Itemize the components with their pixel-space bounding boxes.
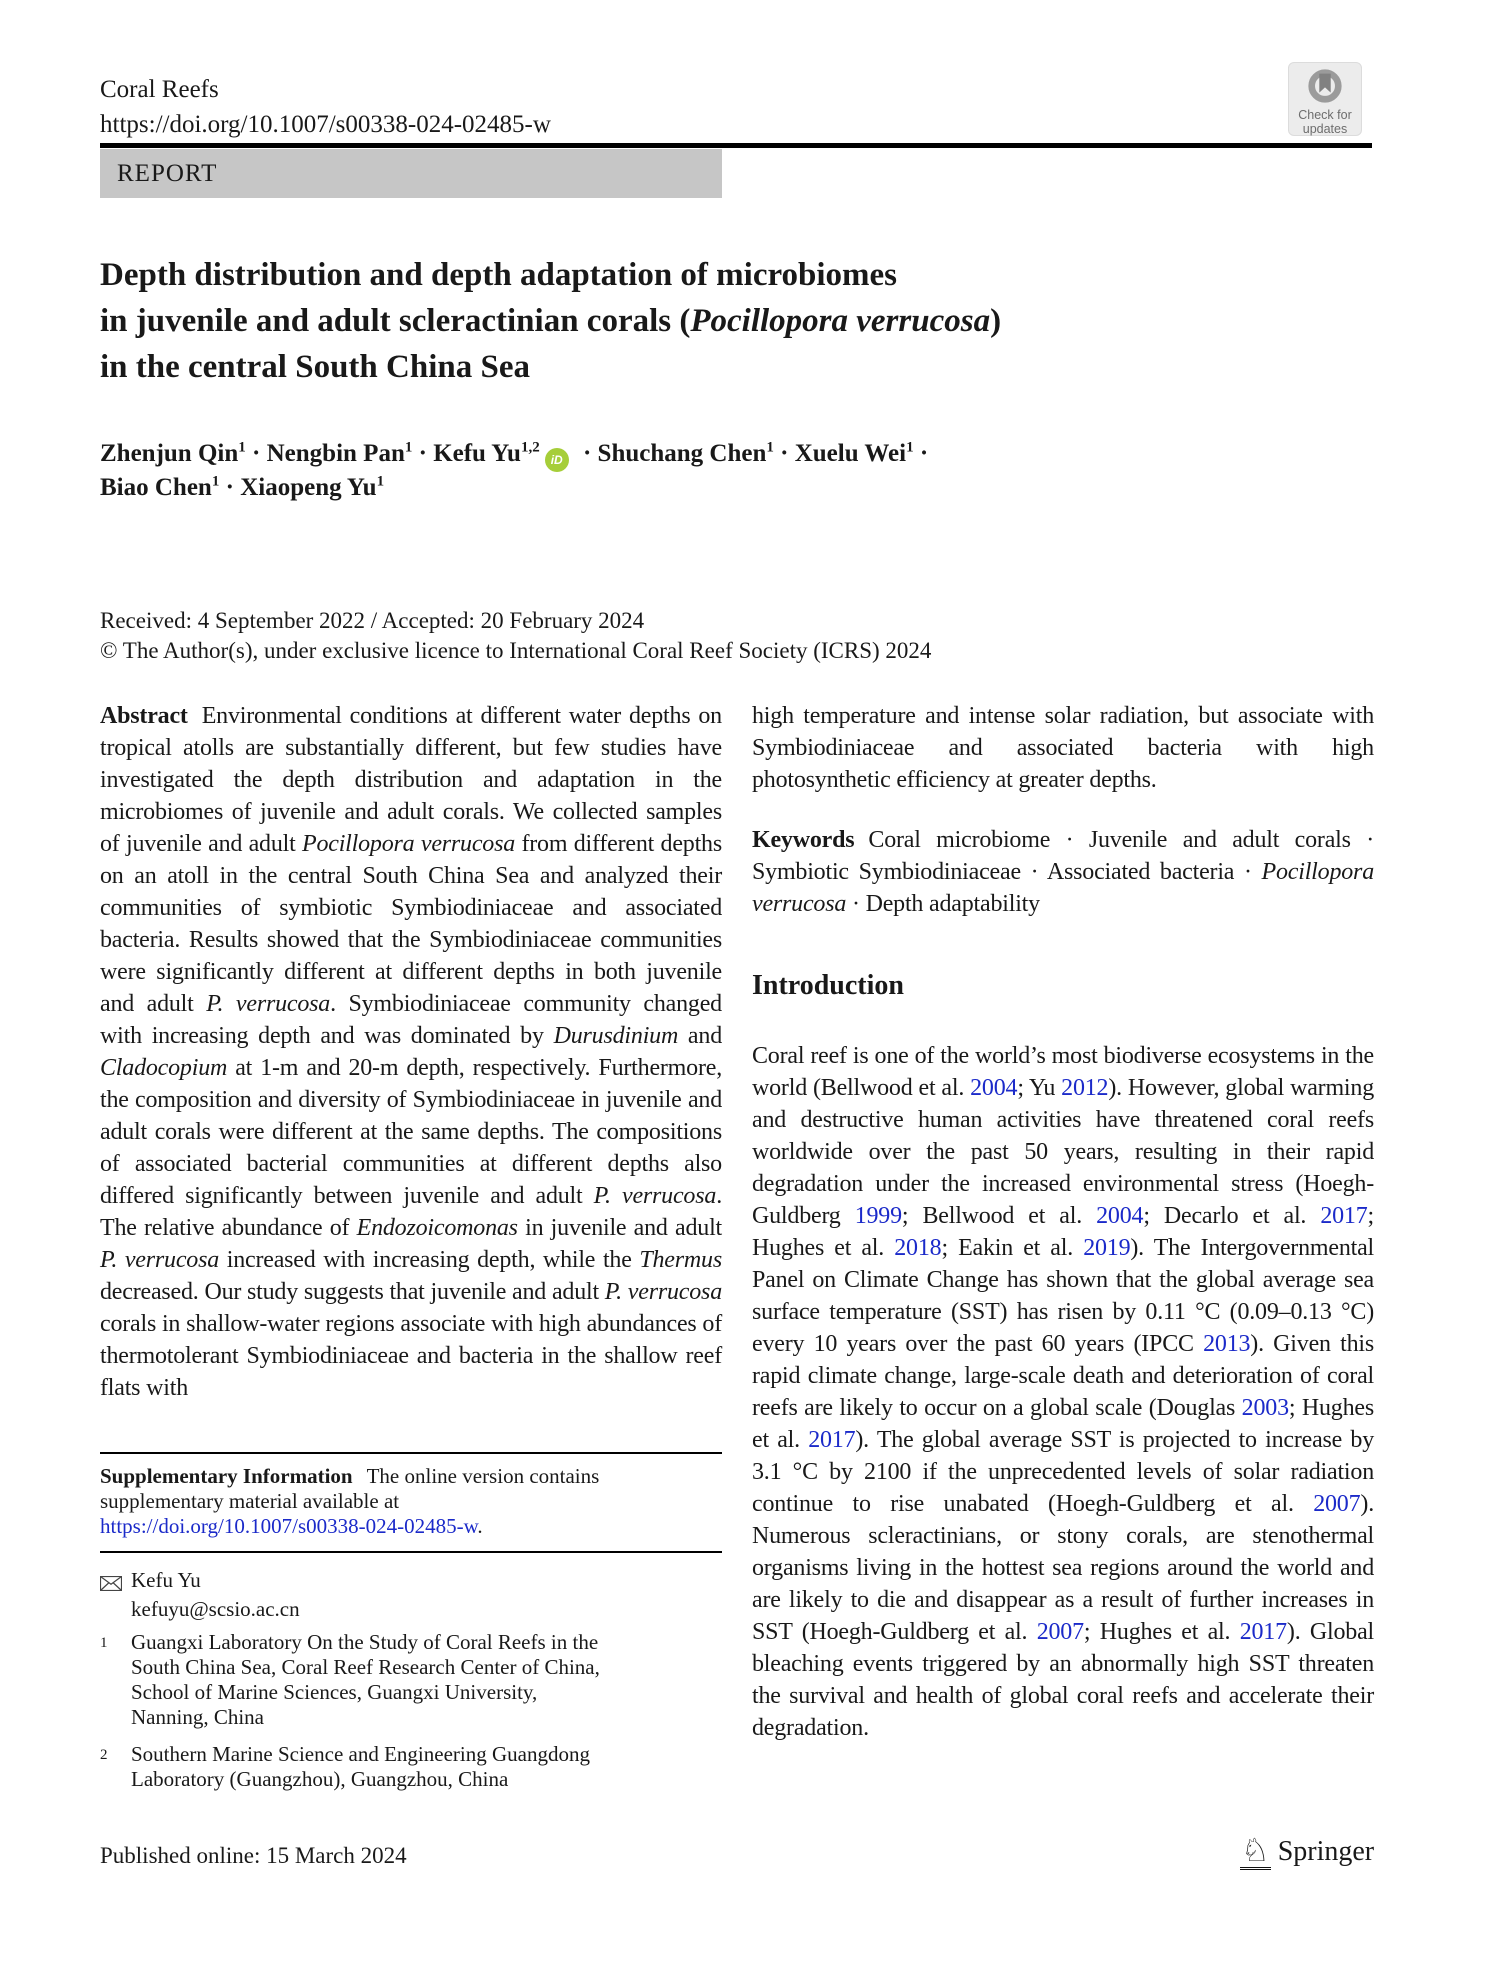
abstract-paragraph: [100, 700, 722, 1404]
header-rule: [100, 143, 1372, 148]
springer-label: Springer: [1277, 1836, 1375, 1867]
text-segment: Xuelu Wei: [794, 440, 907, 467]
orcid-icon[interactable]: iD: [545, 448, 569, 472]
affiliation-1-number: 1: [100, 1635, 108, 1651]
text-segment: Endozoicomonas: [356, 1215, 518, 1241]
email-icon: [100, 1568, 131, 1597]
text-segment: ; Hughes et al.: [752, 1203, 1374, 1261]
text-segment: in juvenile and adult scleractinian corals (: [100, 303, 691, 339]
text-segment: ·: [219, 474, 241, 501]
text-segment: in juvenile and adult: [517, 1215, 722, 1241]
abstract-continuation: [752, 700, 1374, 796]
link[interactable]: 2017: [1239, 1619, 1287, 1645]
check-for-updates-label-2: updates: [1302, 121, 1348, 136]
text-segment: decreased. Our study suggests that juvenile and adult: [100, 1279, 605, 1305]
text-segment: . Symbiodiniaceae community changed with increasing depth and was dominated by: [100, 991, 722, 1049]
text-segment: corals in shallow-water regions associate with high abundances of thermotolerant Symbiodiniaceae and bacteria in the shallow reef flats with: [100, 1311, 722, 1401]
link[interactable]: 2017: [1320, 1203, 1368, 1229]
affiliation-2: [100, 1742, 601, 1792]
text-segment: P. verrucosa: [604, 1279, 722, 1305]
text-segment: ; Bellwood et al.: [901, 1203, 1097, 1229]
doi-text: https://doi.org/10.1007/s00338-024-02485-w: [100, 111, 551, 138]
text-segment: 1: [238, 439, 246, 456]
text-segment: Zhenjun Qin: [100, 440, 239, 467]
dates-block: [100, 606, 1360, 666]
text-segment: 1: [906, 439, 914, 456]
text-segment: Pocillopora verrucosa: [752, 859, 1374, 917]
text-segment: 1: [766, 439, 774, 456]
text-segment: 1: [211, 473, 220, 490]
text-segment: 1,2: [520, 439, 540, 456]
text-segment: Cladocopium: [100, 1055, 228, 1081]
text-segment: 1: [376, 473, 385, 490]
keywords-paragraph: [752, 824, 1374, 920]
text-segment: Keywords: [752, 827, 855, 853]
link[interactable]: 2018: [894, 1235, 942, 1261]
check-for-updates-label-1: Check for: [1298, 108, 1352, 122]
text-segment: Coral reef is one of the world’s most biodiverse ecosystems in the world (Bellwood et al.: [752, 1043, 1374, 1101]
text-segment: ). Given this rapid climate change, large-scale death and deterioration of coral reefs are likely to occur on a global scale (Douglas: [752, 1331, 1374, 1421]
check-for-updates-badge[interactable]: [1288, 62, 1362, 136]
affiliation-1: [100, 1630, 601, 1730]
correspondence-name: Kefu Yu: [131, 1568, 201, 1592]
text-segment: in the central South China Sea: [100, 349, 530, 385]
received-accepted: Received: 4 September 2022 / Accepted: 20 February 2024: [100, 608, 645, 633]
text-segment: ·: [773, 440, 795, 467]
text-segment: increased with increasing depth, while the: [219, 1247, 640, 1273]
springer-logo: [1240, 1834, 1374, 1870]
text-segment: at 1-m and 20-m depth, respectively. Furthermore, the composition and diversity of Symbiodiniaceae in juvenile and adult corals were different at the same depths. The compositions of associated bacterial communities at different depths also differed significantly between juvenile and adult: [100, 1055, 722, 1209]
text-segment: Biao Chen: [100, 474, 212, 501]
affiliation-1-text: Guangxi Laboratory On the Study of Coral Reefs in the South China Sea, Coral Reef Research Center of China, School of Marine Sciences, Guangxi University, Nanning, China: [131, 1630, 600, 1729]
correspondence-email[interactable]: kefuyu@scsio.ac.cn: [131, 1597, 300, 1621]
text-segment: from different depths on an atoll in the central South China Sea and analyzed their communities of symbiotic Symbiodiniaceae and associated bacteria. Results showed that the Symbiodiniaceae communities were significantly different at different depths in both juvenile and adult: [100, 831, 722, 1017]
introduction-paragraph: [752, 1040, 1374, 1744]
text-segment: ; Hughes et al.: [1083, 1619, 1240, 1645]
text-segment: Nengbin Pan: [266, 440, 405, 467]
affiliation-2-number: 2: [100, 1747, 108, 1763]
article-title: [100, 252, 1360, 390]
link[interactable]: 2013: [1203, 1331, 1251, 1357]
text-segment: ). Global bleaching events triggered by an abnormally high SST threaten the survival and health of global coral reefs and accelerate their degradation.: [752, 1619, 1375, 1741]
footnote-rule-top: [100, 1452, 722, 1454]
text-segment: ). However, global warming and destructive human activities have threatened coral reefs worldwide over the past 50 years, resulting in their rapid degradation under the increased environmental stress (Hoegh-Guldberg: [752, 1075, 1374, 1229]
text-segment: Pocillopora verrucosa: [690, 303, 991, 339]
text-segment: 1: [404, 439, 413, 456]
report-label: REPORT: [117, 160, 218, 187]
text-segment: ; Decarlo et al.: [1143, 1203, 1321, 1229]
text-segment: The online version contains supplementary material available at: [100, 1464, 600, 1513]
text-segment: ·: [245, 440, 267, 467]
journal-name: Coral Reefs: [100, 76, 219, 103]
text-segment: Pocillopora verrucosa: [302, 831, 516, 857]
text-segment: ). The Intergovernmental Panel on Climate Change has shown that the global average sea surface temperature (SST) has risen by 0.11 °C (0.09–0.13 °C) every 10 years over the past 60 years (IPCC: [752, 1235, 1375, 1357]
text-segment: P. verrucosa: [100, 1247, 220, 1273]
text-segment: ; Eakin et al.: [941, 1235, 1084, 1261]
text-segment: ·: [913, 440, 929, 467]
text-segment: ·: [412, 440, 434, 467]
text-segment: and: [678, 1023, 722, 1049]
text-segment: Coral microbiome · Juvenile and adult corals · Symbiotic Symbiodiniaceae · Associated bacteria ·: [752, 827, 1374, 885]
text-segment: Thermus: [639, 1247, 722, 1273]
link[interactable]: 2003: [1241, 1395, 1289, 1421]
link[interactable]: 2007: [1313, 1491, 1361, 1517]
link[interactable]: 2007: [1036, 1619, 1084, 1645]
text-segment: Supplementary Information: [100, 1464, 353, 1488]
text-segment: .: [477, 1514, 483, 1538]
text-segment: Kefu Yu: [433, 440, 521, 467]
link[interactable]: 1999: [854, 1203, 902, 1229]
link[interactable]: 2019: [1083, 1235, 1131, 1261]
text-segment: P. verrucosa: [206, 991, 331, 1017]
affiliation-2-text: Southern Marine Science and Engineering Guangdong Laboratory (Guangzhou), Guangzhou, China: [131, 1742, 590, 1791]
text-segment: . The relative abundance of: [100, 1183, 722, 1241]
text-segment: high temperature and intense solar radiation, but associate with Symbiodiniaceae and associated bacteria with high photosynthetic efficiency at greater depths.: [752, 703, 1374, 793]
text-segment: ; Yu: [1017, 1075, 1062, 1101]
link[interactable]: 2012: [1061, 1075, 1109, 1101]
link[interactable]: 2017: [808, 1427, 856, 1453]
check-updates-icon: [1306, 66, 1344, 104]
text-segment: ·: [576, 440, 598, 467]
text-segment: Durusdinium: [553, 1023, 679, 1049]
text-segment: ). The global average SST is projected to increase by 3.1 °C by 2100 if the unprecedented levels of solar radiation continue to rise unabated (Hoegh-Guldberg et al.: [752, 1427, 1374, 1517]
link[interactable]: 2004: [1096, 1203, 1144, 1229]
copyright-line: © The Author(s), under exclusive licence to International Coral Reef Society (ICRS) 2024: [100, 638, 932, 663]
text-segment: Depth distribution and depth adaptation of microbiomes: [100, 257, 898, 293]
author-list: [100, 438, 1360, 504]
text-segment: P. verrucosa: [593, 1183, 717, 1209]
text-segment: Xiaopeng Yu: [240, 474, 377, 501]
text-segment: Shuchang Chen: [597, 440, 767, 467]
springer-knight-icon: ♘: [1241, 1832, 1270, 1868]
footnote-rule-bottom: [100, 1551, 722, 1553]
text-segment: ). Numerous scleractinians, or stony corals, are stenothermal organisms living in the hottest sea regions around the world and are likely to die and disappear as a result of further increases in SST (Hoegh-Guldberg et al.: [752, 1491, 1374, 1645]
text-segment: · Depth adaptability: [846, 891, 1040, 917]
supplementary-information: [100, 1464, 620, 1539]
published-online: Published online: 15 March 2024: [100, 1843, 407, 1868]
report-banner: [100, 149, 722, 198]
text-segment: Environmental conditions at different water depths on tropical atolls are substantially different, but few studies have investigated the depth distribution and adaptation in the microbiomes of juvenile and adult corals. We collected samples of juvenile and adult: [100, 703, 722, 857]
text-segment: ): [990, 303, 1002, 339]
link[interactable]: https://doi.org/10.1007/s00338-024-02485-w: [100, 1514, 478, 1538]
text-segment: ; Hughes et al.: [752, 1395, 1374, 1453]
introduction-heading: Introduction: [752, 970, 904, 1001]
link[interactable]: 2004: [970, 1075, 1018, 1101]
correspondence-block: [100, 1568, 620, 1622]
text-segment: Abstract: [100, 703, 188, 729]
